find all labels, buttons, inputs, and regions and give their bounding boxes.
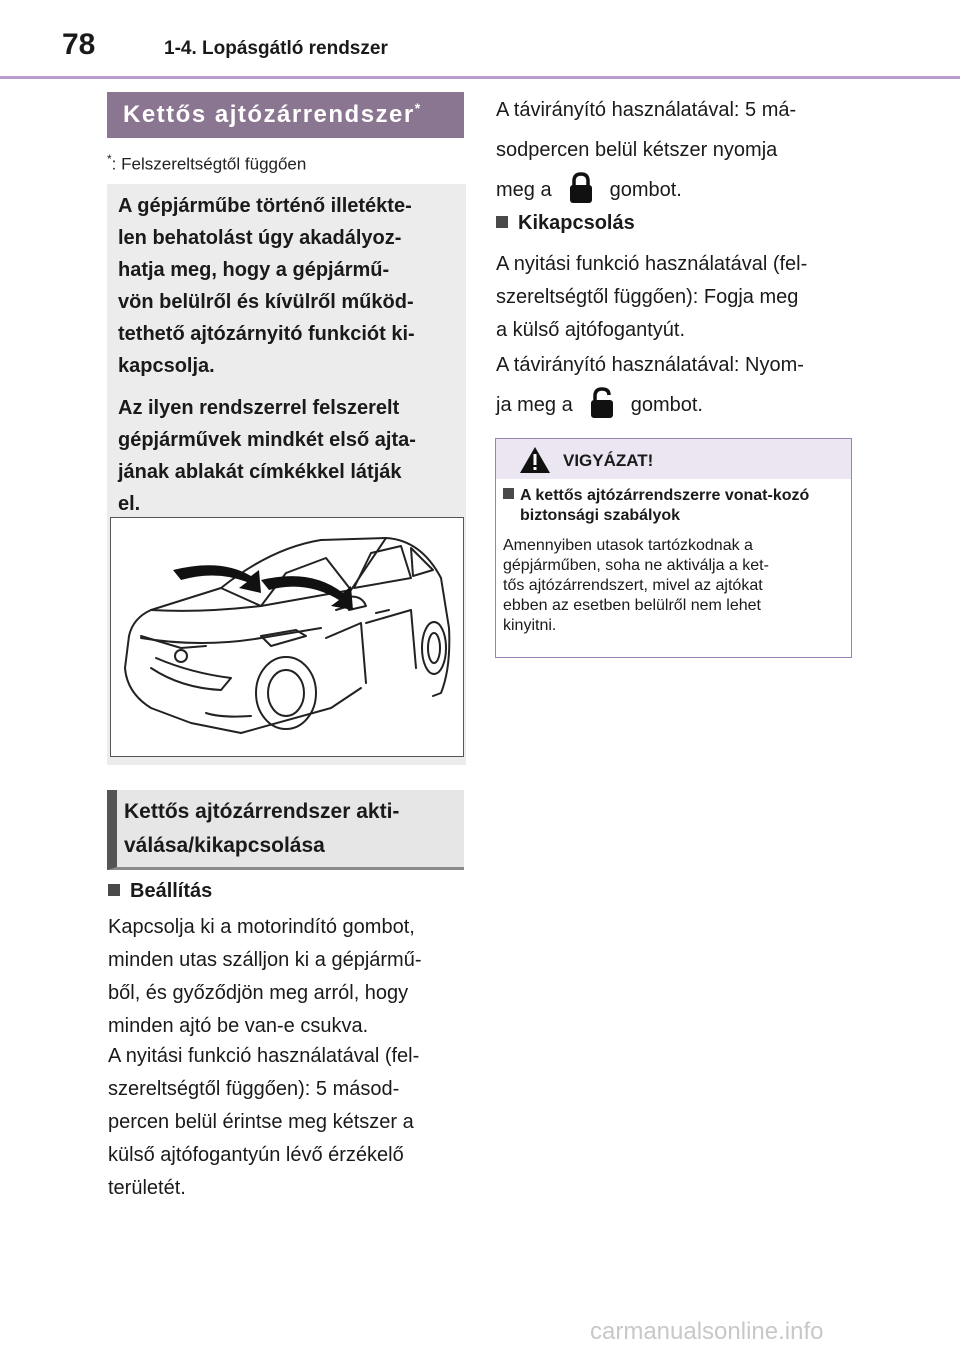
text-line: minden ajtó be van-e csukva. xyxy=(108,1015,369,1037)
text-line: A nyitási funkció használatával (fel- xyxy=(108,1045,420,1067)
info-line: jának ablakát címkékkel látják xyxy=(118,461,402,483)
text-line: A távirányító használatával: Nyom- xyxy=(496,354,804,376)
beallitas-paragraph-2 xyxy=(108,1040,468,1205)
bullet-square-icon xyxy=(108,884,120,896)
subsection-title-line: Kettős ajtózárrendszer akti- xyxy=(124,800,400,823)
text-line: gépjárműben, soha ne aktiválja a ket- xyxy=(503,557,769,574)
text-line: külső ajtófogantyún lévő érzékelő xyxy=(108,1144,404,1166)
beallitas-paragraph-1 xyxy=(108,911,468,1043)
text-line: ja meg a xyxy=(496,394,573,416)
heading-beallitas-text: Beállítás xyxy=(130,880,213,902)
header-rule xyxy=(0,76,960,79)
info-line: tethető ajtózárnyitó funkciót ki- xyxy=(118,323,415,345)
footnote xyxy=(107,152,306,175)
text-line: ből, és győződjön meg arról, hogy xyxy=(108,982,409,1004)
text-line: kinyitni. xyxy=(503,617,557,634)
bullet-square-icon xyxy=(496,216,508,228)
page-title-text: Kettős ajtózárrendszer xyxy=(123,101,415,128)
lock-icon xyxy=(566,172,596,204)
subsection-title xyxy=(124,795,454,863)
info-line: A gépjárműbe történő illetékte- xyxy=(118,195,412,217)
info-line: len behatolást úgy akadályoz- xyxy=(118,227,402,249)
text-line: gombot. xyxy=(609,179,682,201)
info-text xyxy=(118,190,458,530)
info-line: hatja meg, hogy a gépjármű- xyxy=(118,259,390,281)
text-line: a külső ajtófogantyút. xyxy=(496,319,686,341)
watermark: carmanualsonline.info xyxy=(590,1318,824,1345)
footnote-text: : Felszereltségtől függően xyxy=(111,154,307,174)
warning-subheading xyxy=(503,486,843,526)
info-line: vön belülről és kívülről működ- xyxy=(118,291,414,313)
kikapcsolas-paragraph-1 xyxy=(496,248,846,347)
info-paragraph-1 xyxy=(118,190,458,382)
text-line: Amennyiben utasok tartózkodnak a xyxy=(503,537,753,554)
text-line: A nyitási funkció használatával (fel- xyxy=(496,253,808,275)
text-line: gombot. xyxy=(630,394,703,416)
warning-subheading-text: A kettős ajtózárrendszerre vonat-kozó biztonsági szabályok xyxy=(520,487,810,524)
text-line: A távirányító használatával: 5 má- xyxy=(496,99,797,121)
warning-triangle-icon xyxy=(519,446,551,479)
heading-kikapcsolas-text: Kikapcsolás xyxy=(518,212,635,234)
text-line: tős ajtózárrendszert, mivel az ajtókat xyxy=(503,577,763,594)
bullet-square-icon xyxy=(503,488,514,499)
page-number: 78 xyxy=(62,28,96,61)
warning-text xyxy=(503,536,843,636)
kikapcsolas-paragraph-2 xyxy=(496,345,846,425)
car-illustration xyxy=(110,517,464,757)
text-line: percen belül érintse meg kétszer a xyxy=(108,1111,414,1133)
text-line: területét. xyxy=(108,1177,186,1199)
info-line: el. xyxy=(118,493,141,515)
text-line: Kapcsolja ki a motorindító gombot, xyxy=(108,916,415,938)
text-line: szereltségtől függően): 5 másod- xyxy=(108,1078,400,1100)
car-drawing xyxy=(111,518,463,756)
unlock-icon xyxy=(587,387,617,419)
info-paragraph-2 xyxy=(118,392,458,520)
page-title xyxy=(107,92,464,138)
info-line: kapcsolja. xyxy=(118,355,215,377)
heading-beallitas xyxy=(108,880,212,903)
footnote-mark: * xyxy=(107,152,112,166)
text-line: sodpercen belül kétszer nyomja xyxy=(496,139,778,161)
warning-title: VIGYÁZAT! xyxy=(563,451,654,470)
info-line: gépjárművek mindkét első ajta- xyxy=(118,429,416,451)
text-line: minden utas szálljon ki a gépjármű- xyxy=(108,949,422,971)
subsection-title-line: válása/kikapcsolása xyxy=(124,834,325,857)
section-title: 1-4. Lopásgátló rendszer xyxy=(164,38,388,59)
title-footnote-mark: * xyxy=(414,100,422,116)
text-line: szereltségtől függően): Fogja meg xyxy=(496,286,799,308)
text-line: meg a xyxy=(496,179,552,201)
text-line: ebben az esetben belülről nem lehet xyxy=(503,597,761,614)
heading-kikapcsolas xyxy=(496,212,635,235)
remote-paragraph-1 xyxy=(496,90,846,210)
info-line: Az ilyen rendszerrel felszerelt xyxy=(118,397,400,419)
